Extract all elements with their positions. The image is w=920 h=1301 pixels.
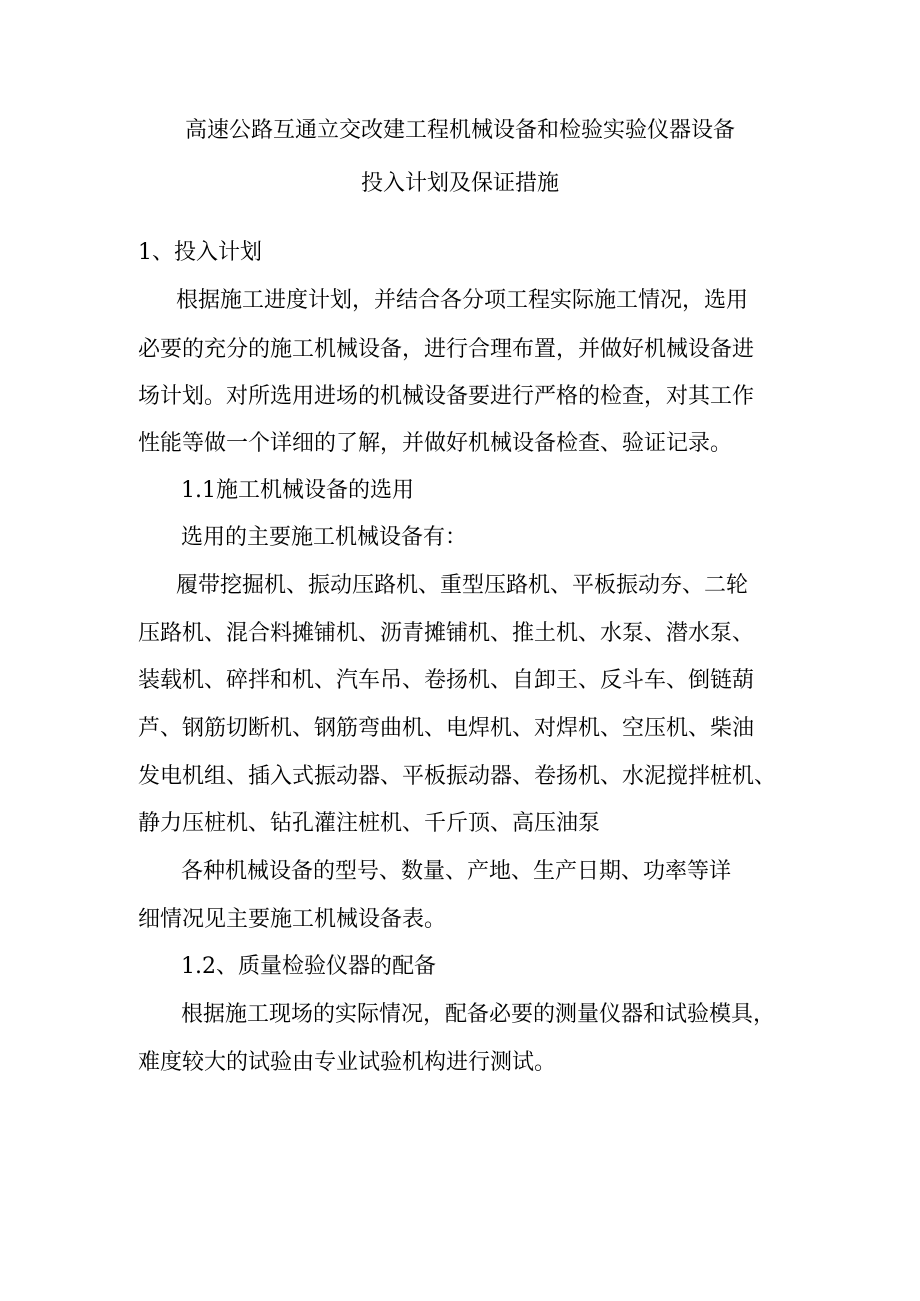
subsection-heading-machinery-selection: 1.1施工机械设备的选用 (181, 478, 414, 503)
paragraph-line: 必要的充分的施工机械设备，进行合理布置，并做好机械设备进 (138, 337, 755, 362)
equipment-list-line: 压路机、混合料摊铺机、沥青摊铺机、推土机、水泵、潜水泵、 (138, 621, 755, 646)
paragraph-line: 选用的主要施工机械设备有： (181, 525, 468, 550)
document-title-line-2: 投入计划及保证措施 (360, 171, 559, 196)
paragraph-line: 根据施工进度计划，并结合各分项工程实际施工情况，选用 (176, 288, 749, 313)
paragraph-line: 细情况见主要施工机械设备表。 (138, 907, 447, 932)
paragraph-line: 难度较大的试验由专业试验机构进行测试。 (138, 1050, 557, 1075)
document-title-line-1: 高速公路互通立交改建工程机械设备和检验实验仪器设备 (184, 118, 735, 143)
paragraph-line: 根据施工现场的实际情况，配备必要的测量仪器和试验模具， (181, 1002, 776, 1027)
equipment-list-line: 发电机组、插入式振动器、平板振动器、卷扬机、水泥搅拌桩机、 (138, 764, 777, 789)
subsection-heading-quality-instruments: 1.2、质量检验仪器的配备 (181, 954, 436, 979)
paragraph-line: 各种机械设备的型号、数量、产地、生产日期、功率等详 (181, 859, 732, 884)
paragraph-line: 性能等做一个详细的了解，并做好机械设备检查、验证记录。 (138, 431, 733, 456)
section-heading-investment-plan: 1、投入计划 (138, 240, 262, 265)
equipment-list-line: 芦、钢筋切断机、钢筋弯曲机、电焊机、对焊机、空压机、柴油 (138, 716, 755, 741)
equipment-list-line: 装载机、碎拌和机、汽车吊、卷扬机、自卸王、反斗车、倒链葫 (138, 668, 755, 693)
equipment-list-line: 静力压桩机、钻孔灌注桩机、千斤顶、高压油泵 (138, 811, 601, 836)
paragraph-line: 场计划。对所选用进场的机械设备要进行严格的检查，对其工作 (138, 384, 755, 409)
equipment-list-line: 履带挖掘机、振动压路机、重型压路机、平板振动夯、二轮 (176, 573, 749, 598)
